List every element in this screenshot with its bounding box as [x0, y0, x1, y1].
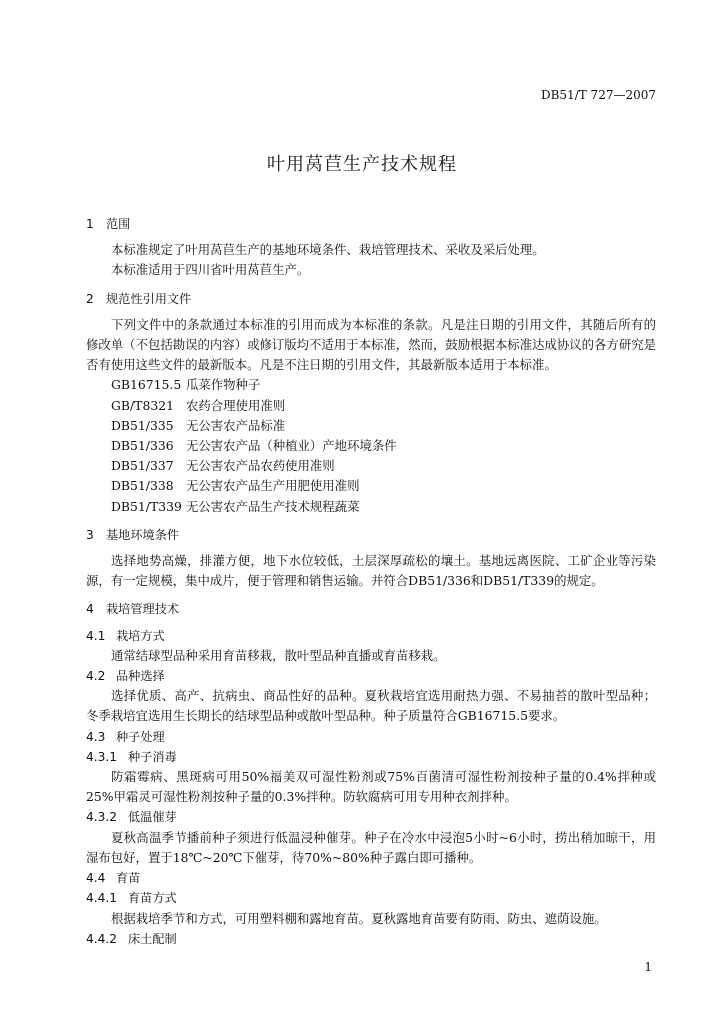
paragraph: 防霜霉病、黑斑病可用50%福美双可湿性粉剂或75%百菌清可湿性粉剂按种子量的0.4%拌种或25%甲霜灵可湿性粉剂按种子量的0.3%拌种。防软腐病可用专用种衣剂拌种。 — [86, 769, 656, 805]
subsection-title: 育苗 — [116, 871, 141, 886]
reference-code: DB51/335 — [111, 417, 174, 433]
subsection-number: 4.4 — [86, 871, 106, 886]
section-2-heading — [86, 289, 656, 309]
page-number: 1 — [644, 960, 652, 974]
paragraph: 通常结球型品种采用育苗移栽，散叶型品种直播或育苗移栽。 — [111, 647, 446, 663]
section-title: 栽培管理技术 — [106, 602, 180, 617]
paragraph: 夏秋高温季节播前种子须进行低温浸种催芽。种子在冷水中浸泡5小时~6小时，捞出稍加晾干，用湿布包好，置于18℃~20℃下催芽，待70%~80%种子露白即可播种。 — [86, 829, 656, 865]
subsection-4-3-2-heading — [86, 807, 656, 827]
subsection-title: 品种选择 — [116, 669, 165, 684]
subsection-4-3-1-heading — [86, 747, 656, 767]
subsection-title: 栽培方式 — [116, 628, 165, 643]
subsection-title: 床土配制 — [128, 931, 177, 946]
section-title: 规范性引用文件 — [106, 291, 192, 306]
reference-item — [86, 436, 656, 456]
subsection-4-4-1-heading — [86, 888, 656, 908]
reference-name: 无公害农产品标准 — [186, 417, 286, 433]
subsection-number: 4.2 — [86, 669, 106, 684]
paragraph: 根据栽培季节和方式，可用塑料棚和露地育苗。夏秋露地育苗要有防雨、防虫、遮荫设施。 — [111, 910, 607, 926]
subsection-number: 4.4.2 — [86, 931, 118, 946]
reference-item — [86, 476, 656, 496]
reference-name: 瓜菜作物种子 — [186, 377, 261, 393]
section-number: 4 — [86, 602, 94, 617]
subsection-4-1-heading — [86, 626, 656, 646]
paragraph: 本标准规定了叶用莴苣生产的基地环境条件、栽培管理技术、采收及采后处理。 — [111, 242, 545, 258]
paragraph: 本标准适用于四川省叶用莴苣生产。 — [111, 262, 310, 278]
subsection-4-4-heading — [86, 868, 656, 888]
document-body — [86, 206, 656, 949]
section-3-heading — [86, 525, 656, 545]
section-number: 2 — [86, 291, 94, 306]
standard-code: DB51/T 727—2007 — [540, 88, 656, 102]
reference-code: GB/T8321 — [111, 397, 174, 413]
reference-name: 无公害农产品生产用肥使用准则 — [186, 478, 360, 494]
reference-item — [86, 396, 656, 416]
reference-code: DB51/338 — [111, 478, 174, 494]
reference-item — [86, 497, 656, 517]
reference-list — [86, 375, 656, 516]
subsection-number: 4.3.2 — [86, 810, 118, 825]
subsection-number: 4.3 — [86, 729, 106, 744]
paragraph: 下列文件中的条款通过本标准的引用而成为本标准的条款。凡是注日期的引用文件，其随后所有的修改单（不包括勘误的内容）或修订版均不适用于本标准，然而，鼓励根据本标准达成协议的各方研究是否有使用这些文件的最新版本。凡是不注日期的引用文件，其最新版本适用于本标准。 — [86, 316, 656, 373]
section-4-heading — [86, 599, 656, 619]
subsection-4-3-heading — [86, 727, 656, 747]
reference-name: 无公害农产品生产技术规程蔬菜 — [186, 498, 360, 514]
page-title: 叶用莴苣生产技术规程 — [267, 154, 457, 175]
reference-code: DB51/336 — [111, 438, 174, 454]
reference-name: 无公害农产品（种植业）产地环境条件 — [186, 438, 397, 454]
subsection-4-2-heading — [86, 666, 656, 686]
reference-item — [86, 416, 656, 436]
reference-code: DB51/337 — [111, 458, 174, 474]
reference-code: GB16715.5 — [111, 377, 182, 393]
section-1-heading — [86, 214, 656, 234]
subsection-title: 种子消毒 — [128, 749, 177, 764]
section-number: 1 — [86, 217, 94, 231]
subsection-title: 低温催芽 — [128, 810, 177, 825]
subsection-number: 4.3.1 — [86, 749, 118, 764]
paragraph: 选择地势高燥，排灌方便，地下水位较低，土层深厚疏松的壤土。基地远离医院、工矿企业等污染源，有一定规模，集中成片，便于管理和销售运输。并符合DB51/336和DB51/T339的规定。 — [86, 553, 656, 589]
reference-name: 农药合理使用准则 — [186, 397, 286, 413]
section-title: 范围 — [106, 217, 131, 231]
subsection-4-4-2-heading — [86, 929, 656, 949]
subsection-title: 育苗方式 — [128, 891, 177, 906]
paragraph: 选择优质、高产、抗病虫、商品性好的品种。夏秋栽培宜选用耐热力强、不易抽苔的散叶型品种；冬季栽培宜选用生长期长的结球型品种或散叶型品种。种子质量符合GB16715.5要求。 — [86, 688, 656, 724]
subsection-title: 种子处理 — [116, 729, 165, 744]
reference-name: 无公害农产品农药使用准则 — [186, 458, 335, 474]
section-number: 3 — [86, 527, 94, 542]
section-title: 基地环境条件 — [106, 527, 180, 542]
subsection-number: 4.1 — [86, 628, 106, 643]
reference-item — [86, 375, 656, 395]
reference-code: DB51/T339 — [111, 498, 182, 514]
subsection-number: 4.4.1 — [86, 891, 118, 906]
reference-item — [86, 456, 656, 476]
